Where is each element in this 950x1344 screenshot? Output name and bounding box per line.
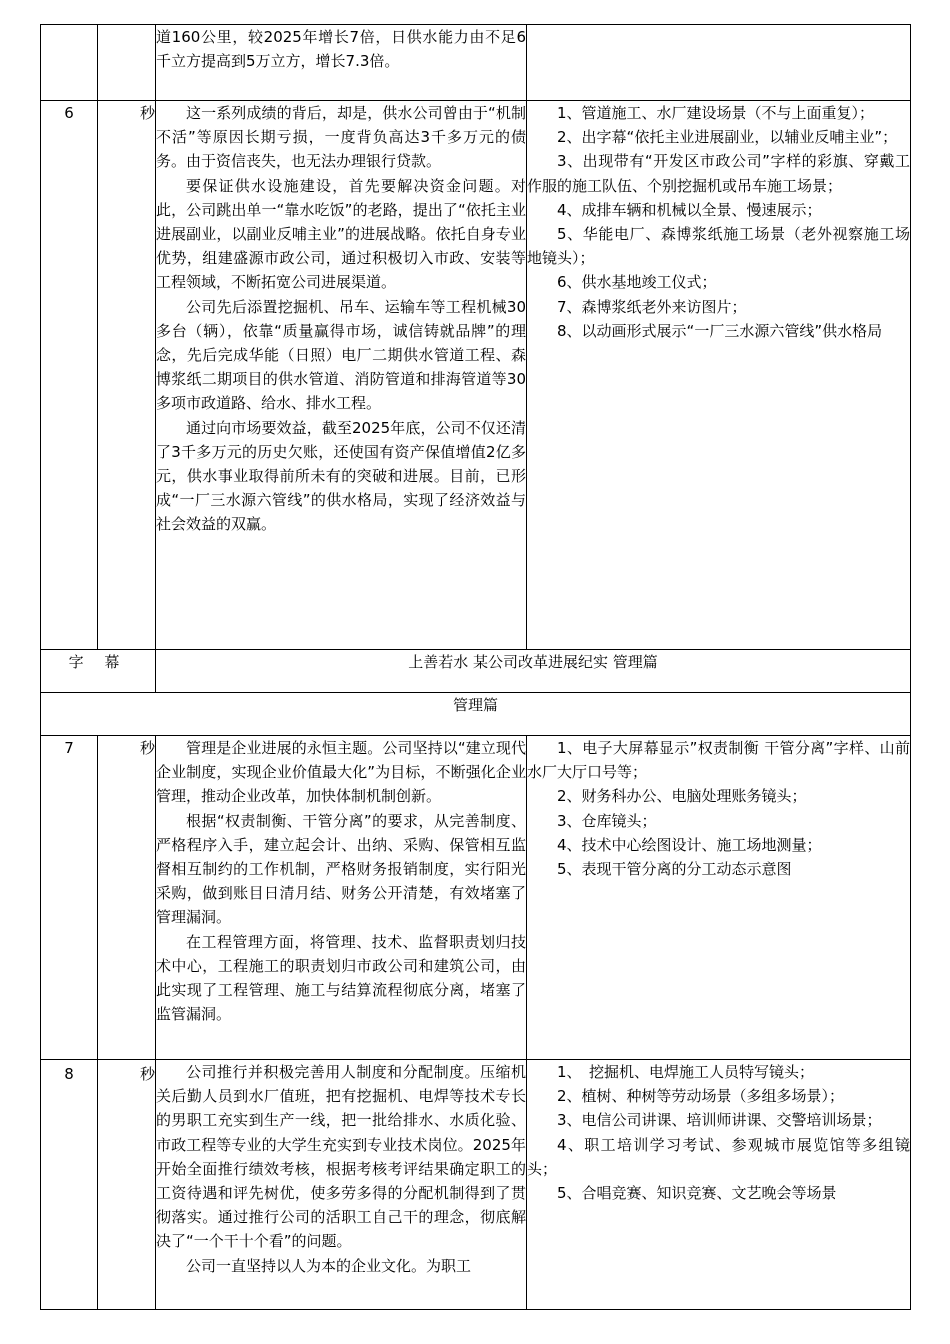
row-unit: 秒: [98, 101, 156, 650]
narration-paragraph: 这一系列成绩的背后，却是，供水公司曾由于“机制不活”等原因长期亏损，一度背负高达3千多万元的债务。由于资信丧失，也无法办理银行贷款。: [156, 104, 526, 171]
caption-label: 字 幕: [41, 650, 156, 693]
shot-item: 4、技术中心绘图设计、施工场地测量；: [557, 835, 822, 854]
row-unit: 秒: [98, 736, 156, 1060]
shot-item: 3、仓库镜头；: [557, 811, 657, 830]
narration-paragraph: 要保证供水设施建设，首先要解决资金问题。对此，公司跳出单一“靠水吃饭”的老路，提出了“依托主业进展副业，以副业反哺主业”的进展战略。依托自身专业优势，组建盛源市政公司，通过积极切入市政、安装等工程领域，不断拓宽公司进展渠道。: [156, 176, 526, 292]
caption-row: [41, 650, 911, 693]
shot-item: 1、管道施工、水厂建设场景（不与上面重复）；: [557, 104, 875, 122]
narration-paragraph: 道160公里，较2025年增长7倍，日供水能力由不足6千立方提高到5万立方，增长7.3倍。: [156, 28, 526, 71]
caption-value: 上善若水 某公司改革进展纪实 管理篇: [156, 650, 911, 693]
narration-cell: [156, 1060, 527, 1310]
shot-item: 4、职工培训学习考试、参观城市展览馆等多组镜头；: [527, 1135, 910, 1178]
row-unit: [98, 25, 156, 101]
shot-item: 5、合唱竞赛、知识竞赛、文艺晚会等场景: [557, 1184, 837, 1203]
shot-item: 2、出字幕“依托主业进展副业，以辅业反哺主业”；: [557, 128, 898, 147]
row-number: 7: [41, 736, 98, 1060]
shot-item: 8、以动画形式展示“一厂三水源六管线”供水格局: [557, 321, 883, 340]
table-row: [41, 1060, 911, 1310]
narration-paragraph: 公司推行并积极完善用人制度和分配制度。压缩机关后勤人员到水厂值班，把有挖掘机、电焊等技术专长的男职工充实到生产一线，把一批给排水、水质化验、市政工程等专业的大学生充实到专业技术岗位。2025年开始全面推行绩效考核，根据考核考评结果确定职工的工资待遇和评先树优，使多劳多得的分配机制得到了贯彻落实。通过推行公司的活职工自己干的理念，彻底解决了“一个干十个看”的问题。: [156, 1063, 526, 1251]
shot-cell: [527, 736, 911, 1060]
section-title: 管理篇: [41, 693, 911, 736]
shot-item: 5、表现干管分离的分工动态示意图: [557, 860, 792, 879]
script-table: [40, 24, 911, 1310]
row-number: 8: [41, 1060, 98, 1310]
shot-item: 2、植树、种树等劳动场景（多组多场景）；: [557, 1087, 845, 1106]
narration-paragraph: 在工程管理方面，将管理、技术、监督职责划归技术中心，工程施工的职责划归市政公司和建筑公司，由此实现了工程管理、施工与结算流程彻底分离，堵塞了监管漏洞。: [156, 932, 526, 1024]
table-row: [41, 25, 911, 101]
shot-cell: [527, 101, 911, 650]
row-number: [41, 25, 98, 101]
table-row: [41, 736, 911, 1060]
narration-paragraph: 根据“权责制衡、干管分离”的要求，从完善制度、严格程序入手，建立起会计、出纳、采购、保管相互监督相互制约的工作机制，严格财务报销制度，实行阳光采购，做到账目日清月结、财务公开清楚，有效堵塞了管理漏洞。: [156, 811, 526, 927]
narration-cell: [156, 736, 527, 1060]
row-unit: 秒: [98, 1060, 156, 1310]
section-row: [41, 693, 911, 736]
row-number: 6: [41, 101, 98, 650]
narration-paragraph: 公司先后添置挖掘机、吊车、运输车等工程机械30多台（辆），依靠“质量赢得市场，诚信铸就品牌”的理念，先后完成华能（日照）电厂二期供水管道工程、森博浆纸二期项目的供水管道、消防管道和排海管道等30多项市政道路、给水、排水工程。: [156, 297, 526, 413]
shot-cell: [527, 1060, 911, 1310]
shot-item: 1、电子大屏幕显示”权责制衡 干管分离”字样、山前水厂大厅口号等；: [527, 739, 910, 782]
shot-item: 5、华能电厂、森博浆纸施工场景（老外视察施工场地镜头）；: [527, 225, 910, 268]
table-row: [41, 101, 911, 650]
shot-item: 4、成排车辆和机械以全景、慢速展示；: [557, 200, 822, 219]
narration-paragraph: 公司一直坚持以人为本的企业文化。为职工: [186, 1256, 472, 1275]
narration-cell: [156, 101, 527, 650]
narration-paragraph: 通过向市场要效益，截至2025年底，公司不仅还清了3千多万元的历史欠账，还使国有资产保值增值2亿多元，供水事业取得前所未有的突破和进展。目前，已形成“一厂三水源六管线”的供水格局，实现了经济效益与社会效益的双赢。: [156, 418, 526, 534]
shot-item: 3、出现带有“开发区市政公司”字样的彩旗、穿戴工作服的施工队伍、个别挖掘机或吊车施工场景；: [527, 152, 910, 195]
shot-item: 1、 挖掘机、电焊施工人员特写镜头；: [557, 1063, 815, 1081]
shot-item: 2、财务科办公、电脑处理账务镜头；: [557, 787, 807, 806]
shot-item: 6、供水基地竣工仪式；: [557, 273, 717, 292]
narration-paragraph: 管理是企业进展的永恒主题。公司坚持以“建立现代企业制度，实现企业价值最大化”为目标，不断强化企业管理，推动企业改革，加快体制机制创新。: [156, 739, 526, 806]
narration-cell: [156, 25, 527, 101]
shot-item: 7、森博浆纸老外来访图片；: [557, 297, 747, 316]
shot-cell: [527, 25, 911, 101]
shot-item: 3、电信公司讲课、培训师讲课、交警培训场景；: [557, 1111, 882, 1130]
